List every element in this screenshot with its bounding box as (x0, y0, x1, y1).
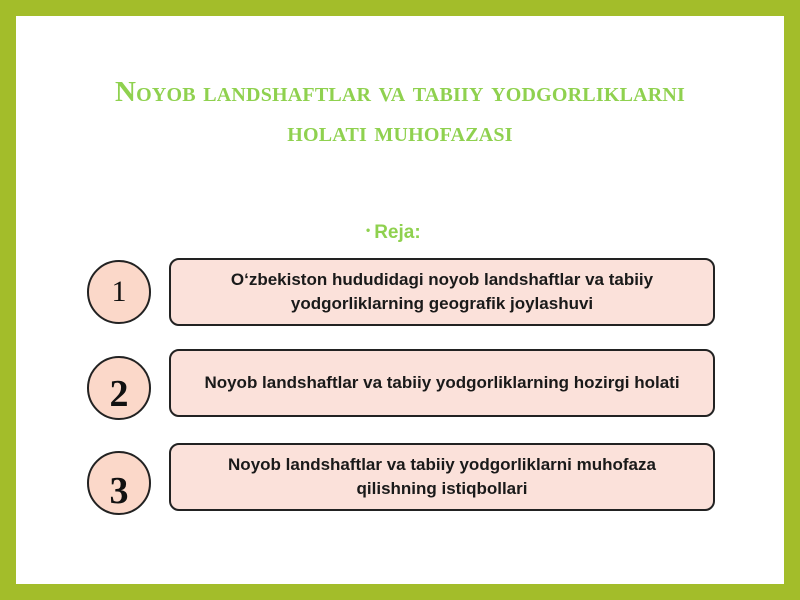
item-number-3: 3 (109, 470, 129, 512)
plan-heading (366, 222, 421, 244)
plan-item-2 (169, 349, 715, 417)
plan-item-1 (169, 258, 715, 326)
item-number-circle-3 (87, 451, 151, 515)
item-number-circle-2 (87, 356, 151, 420)
plan-label: Reja: (374, 222, 421, 243)
title-line-2: holati muhofazasi (287, 116, 513, 148)
plan-item-text-2: Noyob landshaftlar va tabiiy yodgorliklarning hozirgi holati (204, 373, 680, 392)
plan-item-text-3: Noyob landshaftlar va tabiiy yodgorliklarni muhofaza qilishning istiqbollari (228, 455, 656, 498)
item-number-2: 2 (109, 373, 129, 415)
plan-item-3 (169, 443, 715, 511)
bullet-icon: • (366, 223, 371, 237)
title-line-1: Noyob landshaftlar va tabiiy yodgorliklarni (114, 76, 686, 108)
plan-item-text-1: O‘zbekiston hududidagi noyob landshaftlar va tabiiy yodgorliklarning geografik joylashuvi (230, 270, 654, 313)
item-number-circle-1 (87, 260, 151, 324)
item-number-1: 1 (111, 275, 127, 308)
slide-title (0, 72, 800, 152)
